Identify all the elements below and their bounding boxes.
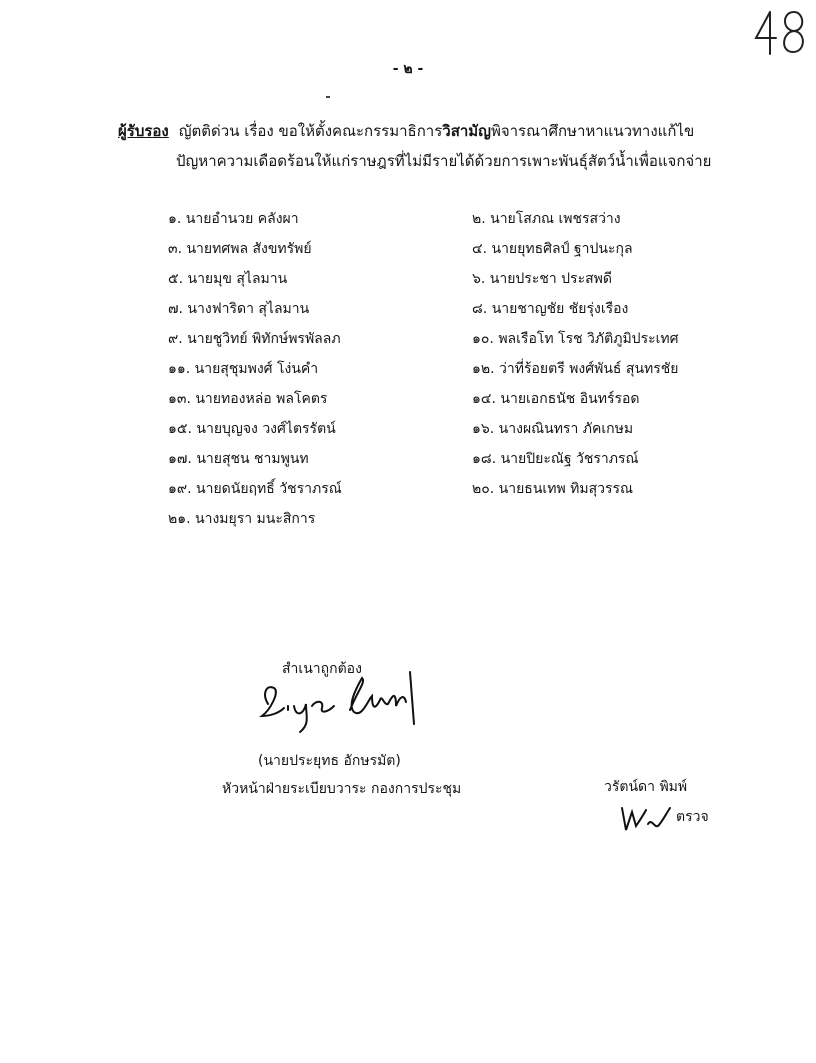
checker-initials xyxy=(618,800,674,838)
certifier-position: หัวหน้าฝ่ายระเบียบวาระ กองการประชุม xyxy=(222,781,462,797)
certifier-name: (นายประยุทธ อักษรมัต) xyxy=(258,753,401,769)
subject-text-2: พิจารณาศึกษาหาแนวทางแก้ไข xyxy=(490,122,695,140)
endorser-entry: ๒๑. นางมยุรา มนะสิการ xyxy=(168,511,316,527)
endorser-entry: ๒. นายโสภณ เพชรสว่าง xyxy=(472,211,621,227)
stray-mark xyxy=(326,96,330,98)
endorser-entry: ๑๗. นายสุชน ชามพูนท xyxy=(168,451,309,467)
endorser-entry: ๓. นายทศพล สังขทรัพย์ xyxy=(168,241,312,257)
endorser-entry: ๙. นายชูวิทย์ พิทักษ์พรพัลลภ xyxy=(168,331,341,347)
endorser-entry: ๕. นายมุข สุไลมาน xyxy=(168,271,288,287)
endorser-entry: ๒๐. นายธนเทพ ทิมสุวรรณ xyxy=(472,481,634,497)
typist-line: วรัตน์ดา พิมพ์ xyxy=(604,779,688,795)
endorser-entry: ๑๔. นายเอกธนัช อินทร์รอด xyxy=(472,391,640,407)
endorser-entry: ๑๓. นายทองหล่อ พลโคตร xyxy=(168,391,328,407)
subject-block xyxy=(118,116,758,176)
signature xyxy=(254,666,430,746)
handwritten-page-number xyxy=(752,4,808,60)
endorser-entry: ๘. นายชาญชัย ชัยรุ่งเรือง xyxy=(472,301,629,317)
certification-label: สำเนาถูกต้อง xyxy=(282,661,362,677)
endorser-entry: ๗. นางฟาริดา สุไลมาน xyxy=(168,301,310,317)
endorser-entry: ๑๙. นายดนัยฤทธิ์ วัชราภรณ์ xyxy=(168,481,342,497)
endorsers-left-column xyxy=(168,204,342,534)
endorser-entry: ๑๑. นายสุชุมพงศ์ โง่นคำ xyxy=(168,361,319,377)
endorser-entry: ๖. นายประชา ประสพดี xyxy=(472,271,612,287)
endorsers-right-column xyxy=(472,204,679,504)
subject-line-2: ปัญหาความเดือดร้อนให้แก่ราษฎรที่ไม่มีรายได้ด้วยการเพาะพันธุ์สัตว์น้ำเพื่อแจกจ่าย xyxy=(176,152,712,170)
subject-text-1: ญัตติด่วน เรื่อง ขอให้ตั้งคณะกรรมาธิการ xyxy=(178,122,443,140)
endorser-entry: ๑๕. นายบุญจง วงศ์ไตรรัตน์ xyxy=(168,421,336,437)
subject-label: ผู้รับรอง xyxy=(118,122,169,140)
endorser-entry: ๑๒. ว่าที่ร้อยตรี พงศ์พันธ์ สุนทรชัย xyxy=(472,361,679,377)
endorser-entry: ๑๖. นางผณินทรา ภัคเกษม xyxy=(472,421,634,437)
endorser-entry: ๑๘. นายปิยะณัฐ วัชราภรณ์ xyxy=(472,451,639,467)
checker-label: ตรวจ xyxy=(676,809,709,825)
page-marker: - ๒ - xyxy=(392,61,424,77)
endorser-entry: ๑. นายอำนวย คลังผา xyxy=(168,211,299,227)
subject-line-1 xyxy=(118,116,758,146)
subject-keyword: วิสามัญ xyxy=(442,122,491,140)
endorser-entry: ๑๐. พลเรือโท โรช วิภัติภูมิประเทศ xyxy=(472,331,679,347)
endorser-entry: ๔. นายยุทธศิลป์ ฐาปนะกุล xyxy=(472,241,633,257)
